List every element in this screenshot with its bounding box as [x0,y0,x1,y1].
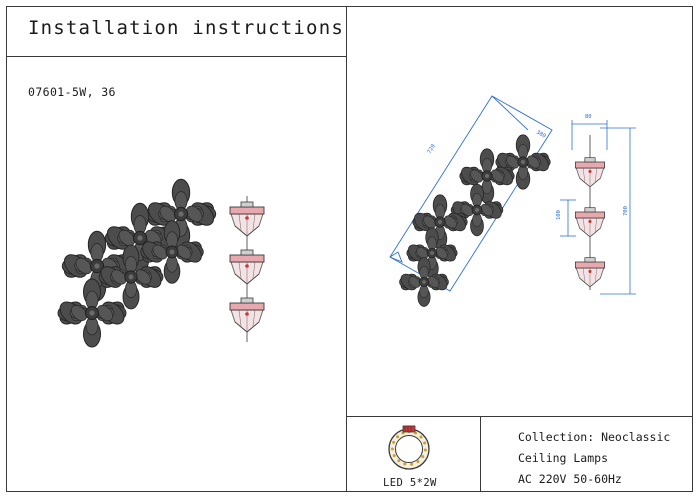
bottom-divider-horizontal [346,416,693,417]
svg-text:80: 80 [585,114,592,120]
led-module-label: LED 5*2W [383,477,437,489]
page-title: Installation instructions [28,17,344,39]
model-code: 07601-5W, 36 [28,85,116,99]
svg-text:720: 720 [426,143,437,156]
flower-cluster-right [398,135,552,307]
led-module-icon [385,425,433,473]
product-specs [518,427,670,490]
side-profile-right [575,135,604,290]
svg-text:380: 380 [535,129,547,140]
spec-power: AC 220V 50-60Hz [518,472,622,486]
svg-text:100: 100 [556,210,562,220]
spec-collection: Collection: Neoclassic [518,430,671,444]
svg-text:700: 700 [623,206,629,216]
spec-category: Ceiling Lamps [518,451,609,465]
bottom-divider-vertical [480,416,481,492]
